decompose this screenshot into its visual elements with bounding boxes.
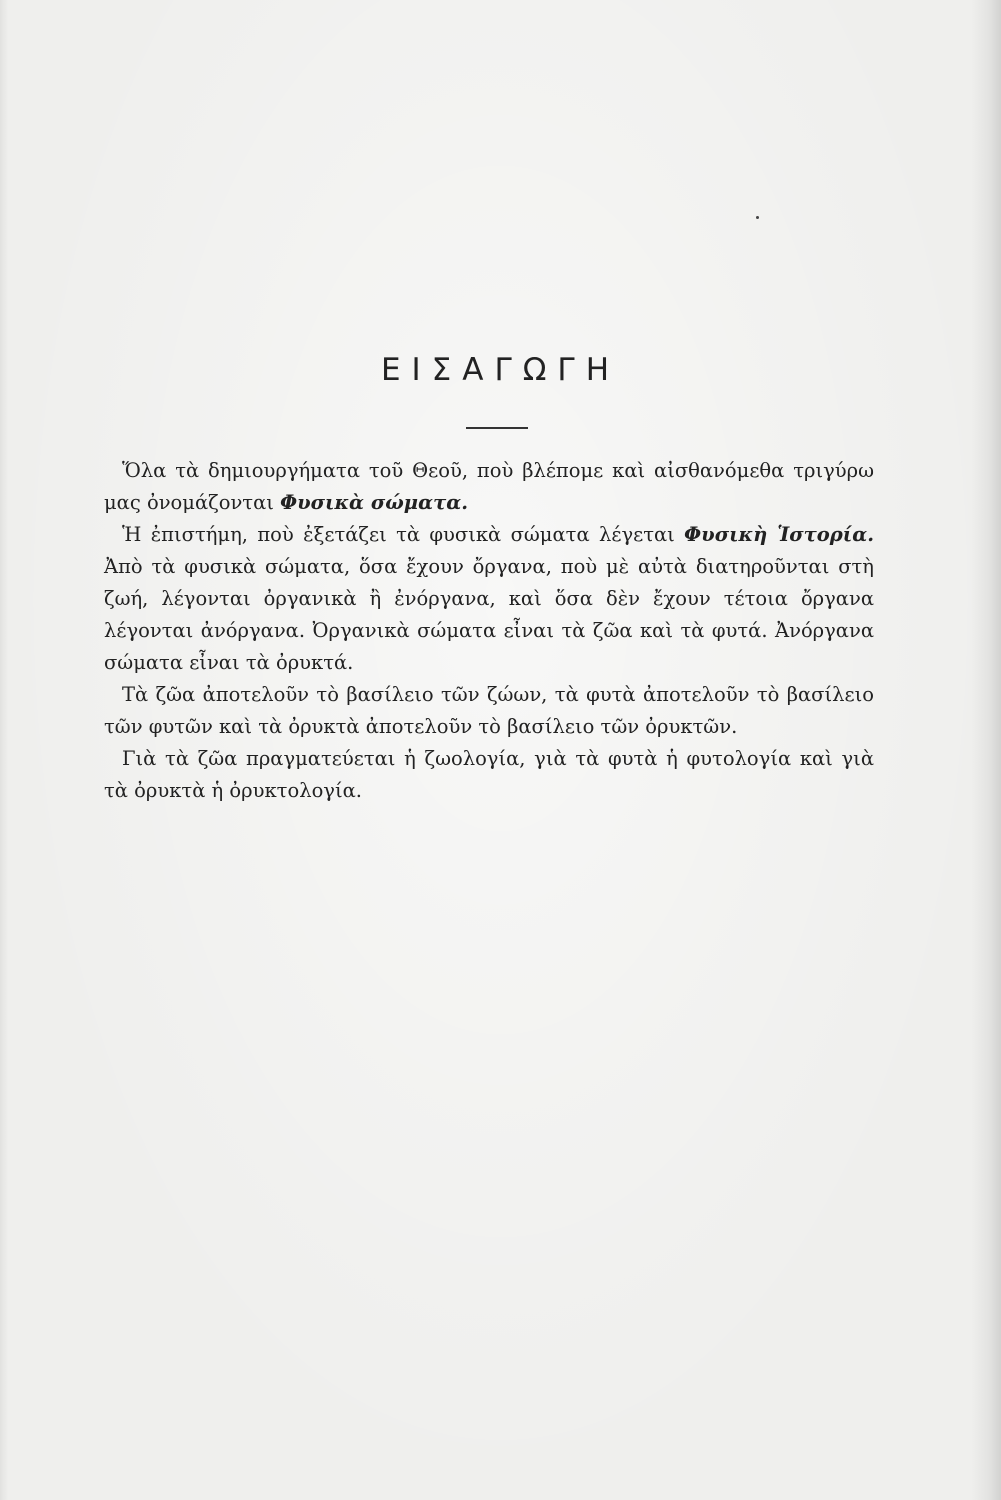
title-divider <box>466 427 528 429</box>
paragraph-1 <box>104 455 874 519</box>
paragraph-4 <box>104 743 874 807</box>
term-natural-history: Φυσικὴ Ἱστορία. <box>684 523 874 546</box>
paragraph-2-text: Ἡ ἐπιστήμη, ποὺ ἐξετάζει τὰ φυσικὰ σώματα λέγεται <box>122 523 685 546</box>
chapter-title: ΕΙΣΑΓΩΓΗ <box>380 352 621 388</box>
paragraph-4-text: Γιὰ τὰ ζῶα πραγματεύεται ἡ ζωολογία, γιὰ τὰ φυτὰ ἡ φυτολογία καὶ γιὰ τὰ ὀρυκτὰ ἡ ὀρυκτολογία. <box>104 747 874 802</box>
paragraph-3 <box>104 679 874 743</box>
page-right-edge-shadow <box>971 0 1001 1500</box>
paragraph-2 <box>104 519 874 679</box>
page-left-edge-shadow <box>0 0 8 1500</box>
paper-speck <box>756 216 759 219</box>
introduction-text <box>104 455 874 807</box>
paragraph-1-text: Ὅλα τὰ δημιουργήματα τοῦ Θεοῦ, ποὺ βλέπομε καὶ αἰσθανόμεθα τριγύρω μας ὀνομάζονται <box>104 459 874 514</box>
paragraph-3-text: Τὰ ζῶα ἀποτελοῦν τὸ βασίλειο τῶν ζώων, τὰ φυτὰ ἀποτελοῦν τὸ βασίλειο τῶν φυτῶν καὶ τὰ ὀρυκτὰ ἀποτελοῦν τὸ βασίλειο τῶν ὀρυκτῶν. <box>104 683 874 738</box>
paragraph-2-tail: Ἀπὸ τὰ φυσικὰ σώματα, ὅσα ἔχουν ὄργανα, ποὺ μὲ αὐτὰ διατηροῦνται στὴ ζωή, λέγονται ὀργανικὰ ἢ ἐνόργανα, καὶ ὅσα δὲν ἔχουν τέτοια ὄργανα λέγονται ἀνόργανα. Ὀργανικὰ σώματα εἶναι τὰ ζῶα καὶ τὰ φυτά. Ἀνόργανα σώματα εἶναι τὰ ὀρυκτά. <box>104 555 874 674</box>
term-physical-bodies: Φυσικὰ σώματα. <box>280 491 468 514</box>
